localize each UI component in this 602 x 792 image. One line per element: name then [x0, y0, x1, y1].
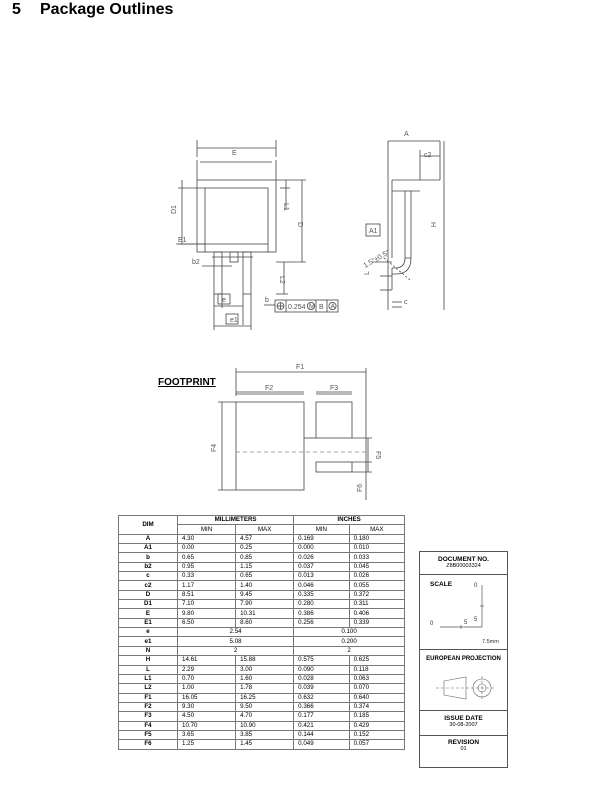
- scale-top-five: 5: [474, 617, 478, 623]
- in-max-cell: 0.063: [349, 674, 404, 683]
- mm-value-cell: 2.54: [178, 628, 294, 637]
- mm-max-cell: 9.45: [236, 590, 294, 599]
- mm-max-cell: 7.90: [236, 600, 294, 609]
- mm-min-cell: 8.51: [178, 590, 236, 599]
- mm-max-cell: 1.45: [236, 740, 294, 749]
- in-max-cell: 0.010: [349, 544, 404, 553]
- mm-min-cell: 2.29: [178, 665, 236, 674]
- dim-cell: A1: [119, 544, 178, 553]
- mm-max-cell: 9.50: [236, 702, 294, 711]
- mm-min-cell: 3.65: [178, 730, 236, 739]
- scale-section: [420, 575, 507, 650]
- table-row: [119, 572, 405, 581]
- in-min-cell: 0.632: [294, 693, 349, 702]
- label-A: A: [404, 131, 409, 138]
- scale-left-zero: 0: [430, 621, 434, 627]
- label-F6: F6: [357, 483, 364, 492]
- table-row: [119, 590, 405, 599]
- label-ref-b: B: [319, 304, 324, 311]
- mm-min-cell: 1.17: [178, 581, 236, 590]
- label-L1: L1: [282, 203, 289, 211]
- in-min-cell: 0.046: [294, 581, 349, 590]
- mm-min-cell: 9.30: [178, 702, 236, 711]
- label-F1: F1: [296, 364, 305, 371]
- dim-cell: E1: [119, 618, 178, 627]
- table-row: [119, 712, 405, 721]
- table-row: [119, 684, 405, 693]
- mm-max-cell: 15.88: [236, 656, 294, 665]
- in-max-cell: 0.118: [349, 665, 404, 674]
- in-min-cell: 0.144: [294, 730, 349, 739]
- title-block: [419, 551, 508, 768]
- dim-cell: F5: [119, 730, 178, 739]
- in-min-cell: 0.177: [294, 712, 349, 721]
- dim-cell: e: [119, 628, 178, 637]
- front-view: [176, 140, 338, 330]
- table-row: [119, 665, 405, 674]
- label-E: E: [232, 150, 237, 157]
- footprint-drawing: [218, 368, 372, 500]
- in-max-cell: 0.185: [349, 712, 404, 721]
- table-row: [119, 553, 405, 562]
- header-millimeters: MILLIMETERS: [178, 516, 294, 525]
- table-row: [119, 609, 405, 618]
- drawing-labels: [171, 131, 436, 492]
- in-max-cell: 0.033: [349, 553, 404, 562]
- dim-cell: F6: [119, 740, 178, 749]
- header-mm-max: MAX: [236, 525, 294, 534]
- issue-section: [420, 711, 507, 736]
- label-ref-m: M: [309, 303, 315, 311]
- in-max-cell: 0.057: [349, 740, 404, 749]
- dim-cell: b: [119, 553, 178, 562]
- dim-cell: L: [119, 665, 178, 674]
- label-c: c: [404, 299, 408, 306]
- in-min-cell: 0.366: [294, 702, 349, 711]
- mm-max-cell: 10.31: [236, 609, 294, 618]
- dim-cell: F4: [119, 721, 178, 730]
- dim-cell: L2: [119, 684, 178, 693]
- dim-cell: c2: [119, 581, 178, 590]
- revision-label: REVISION: [447, 739, 480, 746]
- header-mm-min: MIN: [178, 525, 236, 534]
- issue-date: 30-08-2007: [449, 722, 478, 728]
- mm-max-cell: 4.70: [236, 712, 294, 721]
- in-min-cell: 0.335: [294, 590, 349, 599]
- dim-cell: A: [119, 534, 178, 543]
- label-b2: b2: [192, 259, 200, 266]
- mm-max-cell: 10.90: [236, 721, 294, 730]
- mm-max-cell: 8.60: [236, 618, 294, 627]
- header-dim: DIM: [119, 516, 178, 535]
- table-row: [119, 637, 405, 646]
- projection-section: [420, 650, 507, 711]
- mm-min-cell: 0.33: [178, 572, 236, 581]
- revision-number: 01: [460, 746, 467, 752]
- dim-cell: H: [119, 656, 178, 665]
- mm-max-cell: 4.57: [236, 534, 294, 543]
- in-min-cell: 0.039: [294, 684, 349, 693]
- table-row: [119, 656, 405, 665]
- in-min-cell: 0.256: [294, 618, 349, 627]
- mm-min-cell: 0.00: [178, 544, 236, 553]
- label-tolerance: 0.254: [288, 304, 306, 311]
- label-angle: 1.5°±0.5°: [362, 249, 392, 270]
- in-value-cell: 0.200: [294, 637, 405, 646]
- dim-cell: F2: [119, 702, 178, 711]
- dimensions-table: [118, 515, 405, 750]
- mm-max-cell: 1.60: [236, 674, 294, 683]
- mm-value-cell: 5.08: [178, 637, 294, 646]
- scale-top-zero: 0: [474, 583, 478, 589]
- scale-size: 7.5mm: [482, 639, 499, 645]
- issue-date-label: ISSUE DATE: [444, 715, 483, 722]
- document-label: DOCUMENT NO.: [438, 556, 489, 563]
- document-section: [420, 552, 507, 575]
- mm-max-cell: 3.00: [236, 665, 294, 674]
- table-row: [119, 618, 405, 627]
- table-row: [119, 581, 405, 590]
- label-H: H: [429, 222, 436, 228]
- in-min-cell: 0.000: [294, 544, 349, 553]
- in-min-cell: 0.049: [294, 740, 349, 749]
- footprint-title: FOOTPRINT: [158, 377, 216, 388]
- in-min-cell: 0.280: [294, 600, 349, 609]
- in-value-cell: 0.100: [294, 628, 405, 637]
- table-row: [119, 674, 405, 683]
- table-row: [119, 702, 405, 711]
- dim-cell: D1: [119, 600, 178, 609]
- in-min-cell: 0.028: [294, 674, 349, 683]
- mm-min-cell: 9.80: [178, 609, 236, 618]
- in-max-cell: 0.311: [349, 600, 404, 609]
- header-in-min: MIN: [294, 525, 349, 534]
- mm-max-cell: 0.25: [236, 544, 294, 553]
- mm-min-cell: 1.00: [178, 684, 236, 693]
- mm-min-cell: 0.95: [178, 562, 236, 571]
- label-L2: L2: [278, 276, 285, 284]
- dim-cell: c: [119, 572, 178, 581]
- mm-min-cell: 4.50: [178, 712, 236, 721]
- in-max-cell: 0.026: [349, 572, 404, 581]
- dim-cell: F1: [119, 693, 178, 702]
- mm-min-cell: 7.10: [178, 600, 236, 609]
- mm-max-cell: 16.25: [236, 693, 294, 702]
- in-max-cell: 0.152: [349, 730, 404, 739]
- in-max-cell: 0.640: [349, 693, 404, 702]
- label-A1: A1: [369, 228, 378, 235]
- projection-label: EUROPEAN PROJECTION: [426, 656, 501, 662]
- section-title: Package Outlines: [40, 1, 174, 18]
- in-min-cell: 0.575: [294, 656, 349, 665]
- mm-min-cell: 4.30: [178, 534, 236, 543]
- mm-min-cell: 1.25: [178, 740, 236, 749]
- scale-mid-five: 5: [464, 620, 468, 626]
- in-max-cell: 0.406: [349, 609, 404, 618]
- label-L: L: [364, 271, 371, 275]
- label-E1: E1: [178, 237, 187, 244]
- table-row: [119, 693, 405, 702]
- table-row: [119, 562, 405, 571]
- in-max-cell: 0.429: [349, 721, 404, 730]
- label-e: e: [222, 297, 226, 304]
- dim-cell: D: [119, 590, 178, 599]
- in-min-cell: 0.037: [294, 562, 349, 571]
- mm-min-cell: 10.70: [178, 721, 236, 730]
- in-min-cell: 0.090: [294, 665, 349, 674]
- mm-max-cell: 0.65: [236, 572, 294, 581]
- table-row: [119, 721, 405, 730]
- table-row: [119, 628, 405, 637]
- label-b: b: [265, 297, 269, 304]
- in-min-cell: 0.026: [294, 553, 349, 562]
- dim-cell: L1: [119, 674, 178, 683]
- in-min-cell: 0.421: [294, 721, 349, 730]
- in-value-cell: 2: [294, 646, 405, 655]
- mm-max-cell: 1.40: [236, 581, 294, 590]
- scale-label: SCALE: [430, 581, 453, 588]
- scale-graphic: [420, 575, 507, 649]
- section-number: 5: [12, 1, 21, 18]
- dim-cell: E: [119, 609, 178, 618]
- table-row: [119, 534, 405, 543]
- mm-min-cell: 6.50: [178, 618, 236, 627]
- label-F5: F5: [374, 451, 381, 460]
- label-F3: F3: [330, 385, 339, 392]
- label-F2: F2: [265, 385, 274, 392]
- in-max-cell: 0.045: [349, 562, 404, 571]
- mm-max-cell: 1.15: [236, 562, 294, 571]
- in-max-cell: 0.070: [349, 684, 404, 693]
- in-max-cell: 0.374: [349, 702, 404, 711]
- revision-section: [420, 736, 507, 766]
- table-row: [119, 730, 405, 739]
- label-D1: D1: [171, 205, 178, 214]
- in-min-cell: 0.169: [294, 534, 349, 543]
- label-e1: e1: [230, 317, 238, 324]
- document-number: Z8B00003324: [446, 563, 481, 569]
- in-max-cell: 0.055: [349, 581, 404, 590]
- in-max-cell: 0.339: [349, 618, 404, 627]
- table-row: [119, 740, 405, 749]
- in-max-cell: 0.625: [349, 656, 404, 665]
- mm-max-cell: 0.85: [236, 553, 294, 562]
- dimensions-table-body: [119, 534, 405, 749]
- dim-cell: e1: [119, 637, 178, 646]
- mm-min-cell: 0.70: [178, 674, 236, 683]
- mm-min-cell: 16.05: [178, 693, 236, 702]
- in-max-cell: 0.372: [349, 590, 404, 599]
- projection-symbol-icon: [420, 668, 507, 708]
- header-inches: INCHES: [294, 516, 405, 525]
- in-max-cell: 0.180: [349, 534, 404, 543]
- mm-max-cell: 3.85: [236, 730, 294, 739]
- in-min-cell: 0.013: [294, 572, 349, 581]
- table-row: [119, 646, 405, 655]
- mm-value-cell: 2: [178, 646, 294, 655]
- mm-min-cell: 14.61: [178, 656, 236, 665]
- mm-min-cell: 0.65: [178, 553, 236, 562]
- in-min-cell: 0.386: [294, 609, 349, 618]
- table-row: [119, 600, 405, 609]
- dim-cell: b2: [119, 562, 178, 571]
- label-ref-a: A: [330, 303, 336, 311]
- table-row: [119, 544, 405, 553]
- label-D: D: [296, 222, 303, 228]
- header-in-max: MAX: [349, 525, 404, 534]
- label-F4: F4: [211, 443, 218, 452]
- dim-cell: F3: [119, 712, 178, 721]
- dim-cell: N: [119, 646, 178, 655]
- label-c2: c2: [424, 152, 432, 159]
- mm-max-cell: 1.78: [236, 684, 294, 693]
